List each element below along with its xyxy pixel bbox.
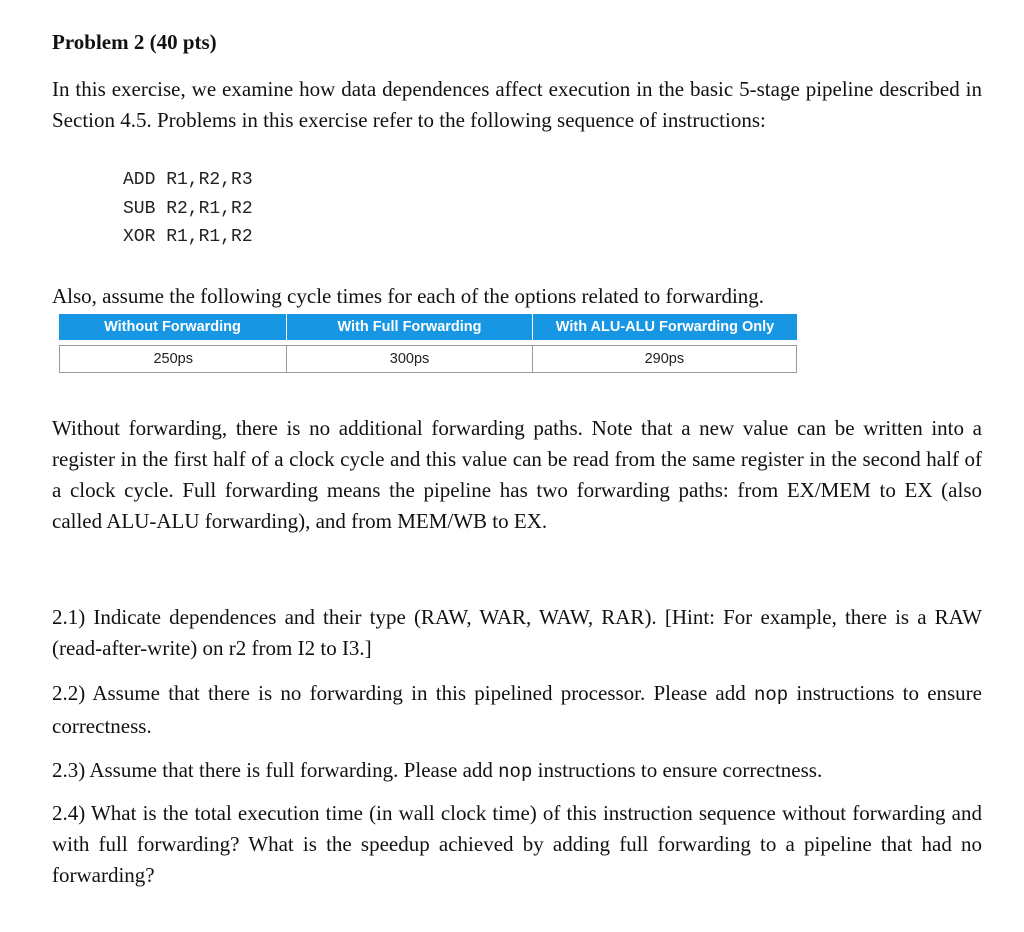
instruction-sequence <box>123 166 253 252</box>
instruction-line: ADD R1,R2,R3 <box>123 170 253 190</box>
table-cell: 290ps <box>644 351 685 367</box>
cycle-times-intro: Also, assume the following cycle times for each of the options related to forwarding. <box>52 284 765 308</box>
question-text: instructions to ensure correctness. <box>52 681 983 738</box>
question-2-2 <box>52 678 982 742</box>
table-header-row <box>59 314 797 340</box>
question-2-3 <box>52 755 982 788</box>
question-text: 2.2) Assume that there is no forwarding in this pipelined processor. Please add <box>52 681 754 705</box>
table-header-cell: With ALU-ALU Forwarding Only <box>555 319 775 335</box>
nop-code: nop <box>498 761 533 783</box>
forwarding-paragraph: Without forwarding, there is no additional forwarding paths. Note that a new value can be written into a register in the first half of a clock cycle and this value can be read from the same register in the second half of a clock cycle. Full forwarding means the pipeline has two forwarding paths: from EX/MEM to EX (also called ALU-ALU forwarding), and from MEM/WB to EX. <box>52 416 982 533</box>
table-cell: 250ps <box>60 346 287 372</box>
instruction-line: SUB R2,R1,R2 <box>123 198 253 219</box>
table-row <box>59 345 797 373</box>
table-header-cell: Without Forwarding <box>59 314 287 340</box>
problem-title: Problem 2 (40 pts) <box>52 30 217 54</box>
question-text: instructions to ensure correctness. <box>532 758 823 782</box>
nop-code: nop <box>753 684 789 706</box>
question-2-4: 2.4) What is the total execution time (in wall clock time) of this instruction sequence without forwarding and with full forwarding? What is the speedup achieved by adding full forwarding to a pipeline that had no forwarding? <box>52 801 982 887</box>
cycle-times-table <box>59 314 797 373</box>
question-2-1: 2.1) Indicate dependences and their type (RAW, WAR, WAW, RAR). [Hint: For example, there is a RAW (read-after-write) on r2 from I2 to I3.] <box>52 605 982 660</box>
table-cell: 300ps <box>287 346 532 372</box>
question-text: 2.3) Assume that there is full forwarding. Please add <box>52 758 499 782</box>
intro-paragraph: In this exercise, we examine how data dependences affect execution in the basic 5-stage pipeline described in Section 4.5. Problems in this exercise refer to the following sequence of instructions: <box>52 77 982 132</box>
table-header-cell: With Full Forwarding <box>287 314 533 340</box>
instruction-line: XOR R1,R1,R2 <box>123 227 253 247</box>
